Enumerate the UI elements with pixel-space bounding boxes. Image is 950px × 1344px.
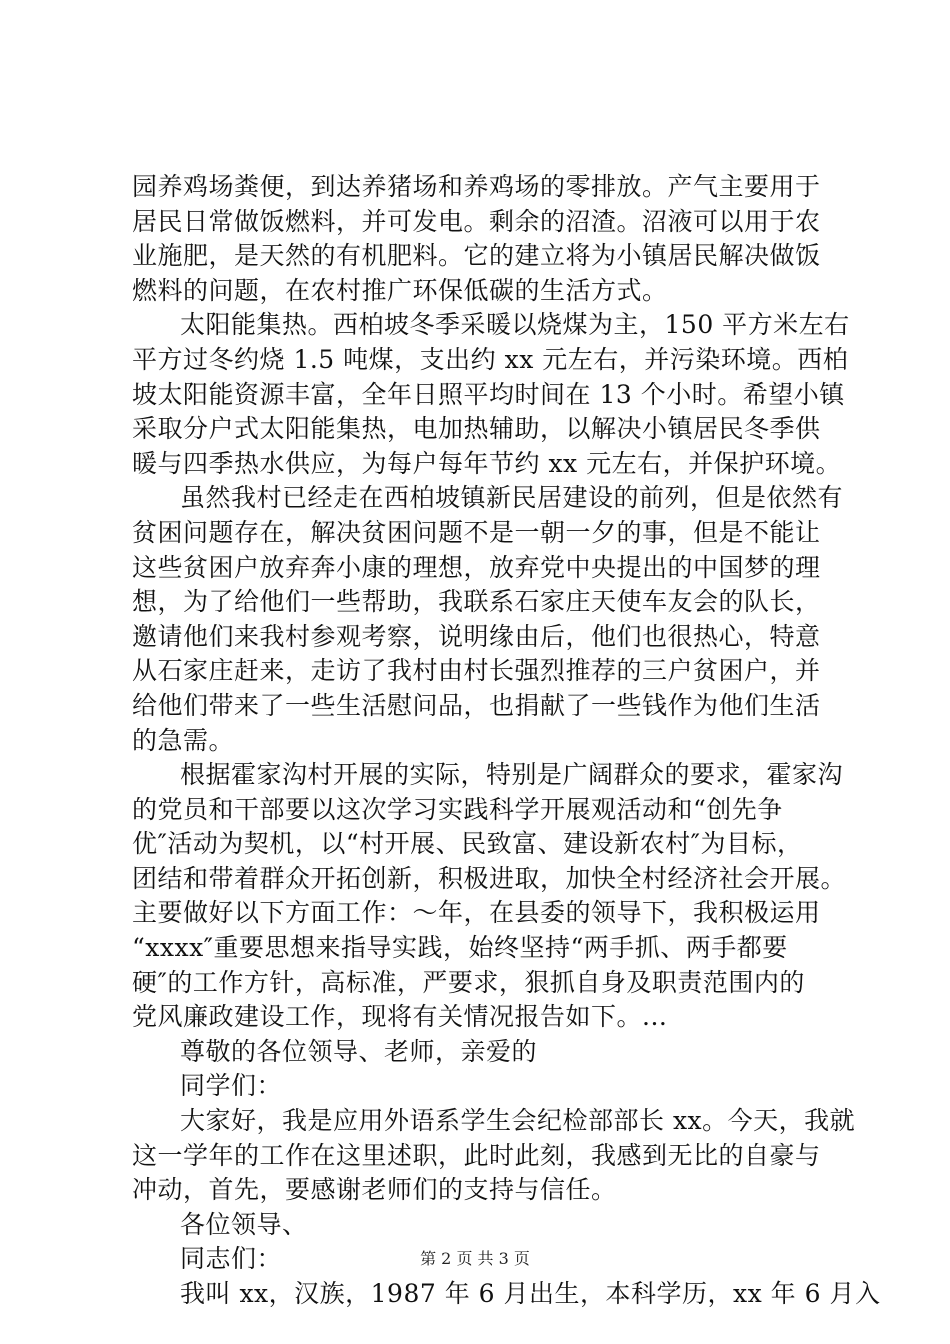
- text-line: 党风廉政建设工作，现将有关情况报告如下。...: [132, 1002, 668, 1032]
- text-line: 虽然我村已经走在西柏坡镇新民居建设的前列，但是依然有: [180, 483, 844, 513]
- page-footer: 第 2 页 共 3 页: [420, 1249, 530, 1268]
- text-line: 同志们：: [180, 1244, 283, 1274]
- text-line: 邀请他们来我村参观考察，说明缘由后，他们也很热心，特意: [132, 621, 821, 651]
- text-line: 园养鸡场粪便，到达养猪场和养鸡场的零排放。产气主要用于: [132, 172, 821, 201]
- text-line: 太阳能集热。西柏坡冬季采暖以烧煤为主，150 平方米左右: [180, 310, 850, 340]
- text-line: 尊敬的各位领导、老师，亲爱的: [180, 1036, 538, 1066]
- text-line: 团结和带着群众开拓创新，积极进取，加快全村经济社会开展。: [132, 863, 847, 893]
- text-line: 的党员和干部要以这次学习实践科学开展观活动和“创先争: [132, 794, 783, 824]
- document-body: [132, 170, 881, 1312]
- text-line: 根据霍家沟村开展的实际，特别是广阔群众的要求，霍家沟: [180, 760, 844, 790]
- text-line: 同学们：: [180, 1071, 283, 1101]
- text-line: 给他们带来了一些生活慰问品，也捐献了一些钱作为他们生活: [132, 690, 821, 720]
- text-line: 贫困问题存在，解决贫困问题不是一朝一夕的事，但是不能让: [132, 517, 821, 547]
- text-line: 平方过冬约烧 1.5 吨煤，支出约 xx 元左右，并污染环境。西柏: [132, 344, 849, 374]
- text-line: 坡太阳能资源丰富，全年日照平均时间在 13 个小时。希望小镇: [132, 379, 845, 409]
- text-line: 主要做好以下方面工作：～年，在县委的领导下，我积极运用: [132, 898, 821, 928]
- text-line: 硬″的工作方针，高标准，严要求，狠抓自身及职责范围内的: [132, 967, 805, 997]
- text-line: 冲动，首先，要感谢老师们的支持与信任。: [132, 1175, 617, 1205]
- text-line: 的急需。: [132, 725, 235, 755]
- text-line: 想，为了给他们一些帮助，我联系石家庄天使车友会的队长，: [132, 587, 821, 617]
- text-line: 居民日常做饭燃料，并可发电。剩余的沼渣。沼液可以用于农: [132, 206, 821, 236]
- text-line: “xxxx″重要思想来指导实践，始终坚持“两手抓、两手都要: [132, 933, 788, 963]
- text-line: 从石家庄赶来，走访了我村由村长强烈推荐的三户贫困户，并: [132, 656, 821, 686]
- text-line: 各位领导、: [180, 1209, 308, 1239]
- text-line: 燃料的问题，在农村推广环保低碳的生活方式。: [132, 275, 668, 305]
- text-line: 我叫 xx，汉族，1987 年 6 月出生，本科学历，xx 年 6 月入: [180, 1279, 881, 1308]
- text-line: 业施肥，是天然的有机肥料。它的建立将为小镇居民解决做饭: [132, 241, 821, 271]
- text-line: 优″活动为契机，以“村开展、民致富、建设新农村″为目标，: [132, 829, 803, 859]
- text-line: 采取分户式太阳能集热，电加热辅助，以解决小镇居民冬季供: [132, 414, 821, 444]
- text-line: 大家好，我是应用外语系学生会纪检部部长 xx。今天，我就: [180, 1106, 856, 1136]
- text-line: 这些贫困户放弃奔小康的理想，放弃党中央提出的中国梦的理: [132, 552, 821, 582]
- text-line: 暖与四季热水供应，为每户每年节约 xx 元左右，并保护环境。: [132, 448, 842, 478]
- text-line: 这一学年的工作在这里述职，此时此刻，我感到无比的自豪与: [132, 1140, 821, 1170]
